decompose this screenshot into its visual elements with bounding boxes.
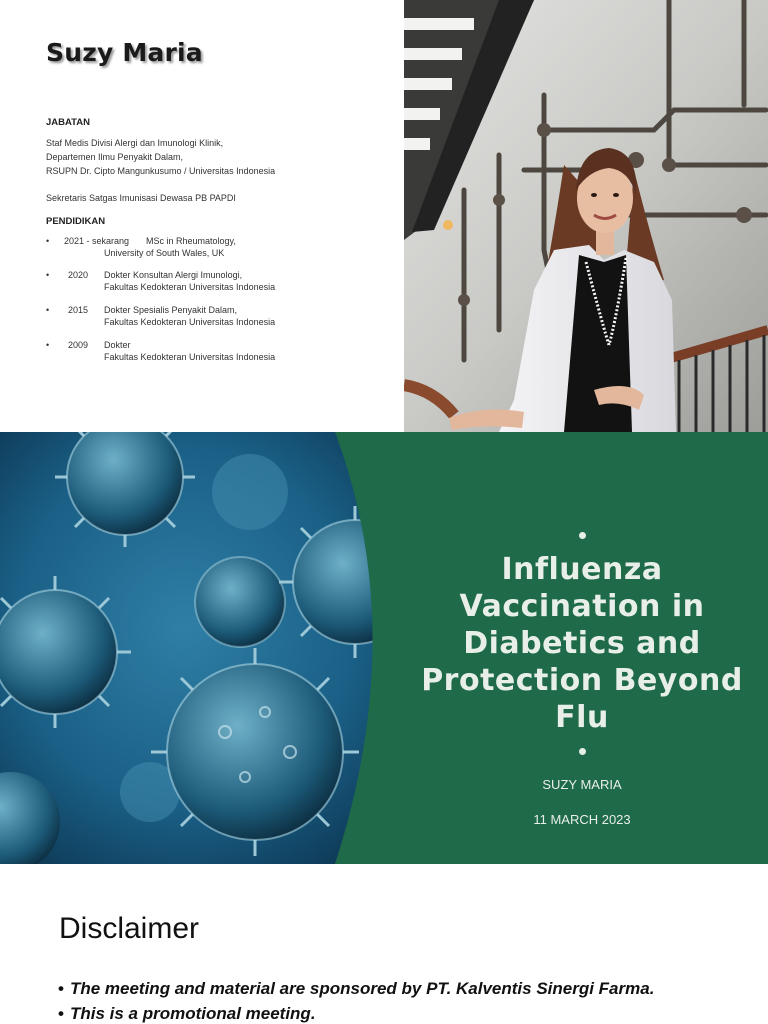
bullet-icon: •	[46, 340, 50, 350]
title-block	[412, 532, 752, 827]
presentation-date: 11 MARCH 2023	[533, 812, 631, 827]
bio-slide	[0, 0, 768, 432]
education-degree: MSc in Rheumatology,	[146, 236, 236, 246]
title-line: Diabetics and	[463, 626, 701, 661]
jabatan-extra: Sekretaris Satgas Imunisasi Dewasa PB PAPDI	[46, 193, 236, 203]
title-line: Vaccination in	[459, 589, 705, 624]
bullet-icon: •	[46, 270, 50, 280]
disclaimer-item	[58, 1004, 316, 1024]
disclaimer-text: This is a promotional meeting.	[69, 1004, 316, 1023]
education-institution: University of South Wales, UK	[104, 248, 225, 258]
title-line: Flu	[555, 700, 609, 735]
jabatan-line: Departemen Ilmu Penyakit Dalam,	[46, 152, 184, 162]
bio-panel	[0, 0, 404, 432]
title-line: Influenza	[501, 552, 663, 587]
jabatan-line: RSUPN Dr. Cipto Mangunkusumo / Universitas Indonesia	[46, 166, 276, 176]
disclaimer-text: The meeting and material are sponsored by PT. Kalventis Sinergi Farma.	[69, 979, 655, 998]
education-degree: Dokter	[104, 340, 131, 350]
pendidikan-heading: PENDIDIKAN	[46, 216, 106, 227]
education-year: 2020	[68, 270, 89, 280]
bullet-icon: •	[46, 236, 50, 246]
education-year: 2021 - sekarang	[64, 236, 130, 246]
author: SUZY MARIA	[542, 777, 622, 792]
title-line: Protection Beyond	[421, 663, 743, 698]
title-slide	[0, 432, 768, 864]
speaker-photo	[404, 0, 768, 432]
bullet-icon: •	[58, 1004, 64, 1023]
education-year: 2015	[68, 305, 89, 315]
education-degree: Dokter Konsultan Alergi Imunologi,	[104, 270, 243, 280]
disclaimer-heading: Disclaimer	[59, 912, 200, 945]
education-institution: Fakultas Kedokteran Universitas Indonesia	[104, 352, 276, 362]
bullet-icon: •	[58, 979, 64, 998]
disclaimer-item	[58, 979, 654, 999]
bullet-icon: •	[46, 305, 50, 315]
speaker-name: Suzy Maria	[46, 38, 203, 67]
bullet-icon	[579, 532, 586, 539]
presentation-title	[412, 551, 752, 736]
jabatan-heading: JABATAN	[46, 117, 90, 128]
jabatan-line: Staf Medis Divisi Alergi dan Imunologi Klinik,	[46, 138, 224, 148]
education-year: 2009	[68, 340, 89, 350]
bullet-icon	[579, 748, 586, 755]
education-institution: Fakultas Kedokteran Universitas Indonesia	[104, 282, 276, 292]
education-institution: Fakultas Kedokteran Universitas Indonesia	[104, 317, 276, 327]
education-degree: Dokter Spesialis Penyakit Dalam,	[104, 305, 238, 315]
disclaimer-slide	[0, 864, 768, 1024]
